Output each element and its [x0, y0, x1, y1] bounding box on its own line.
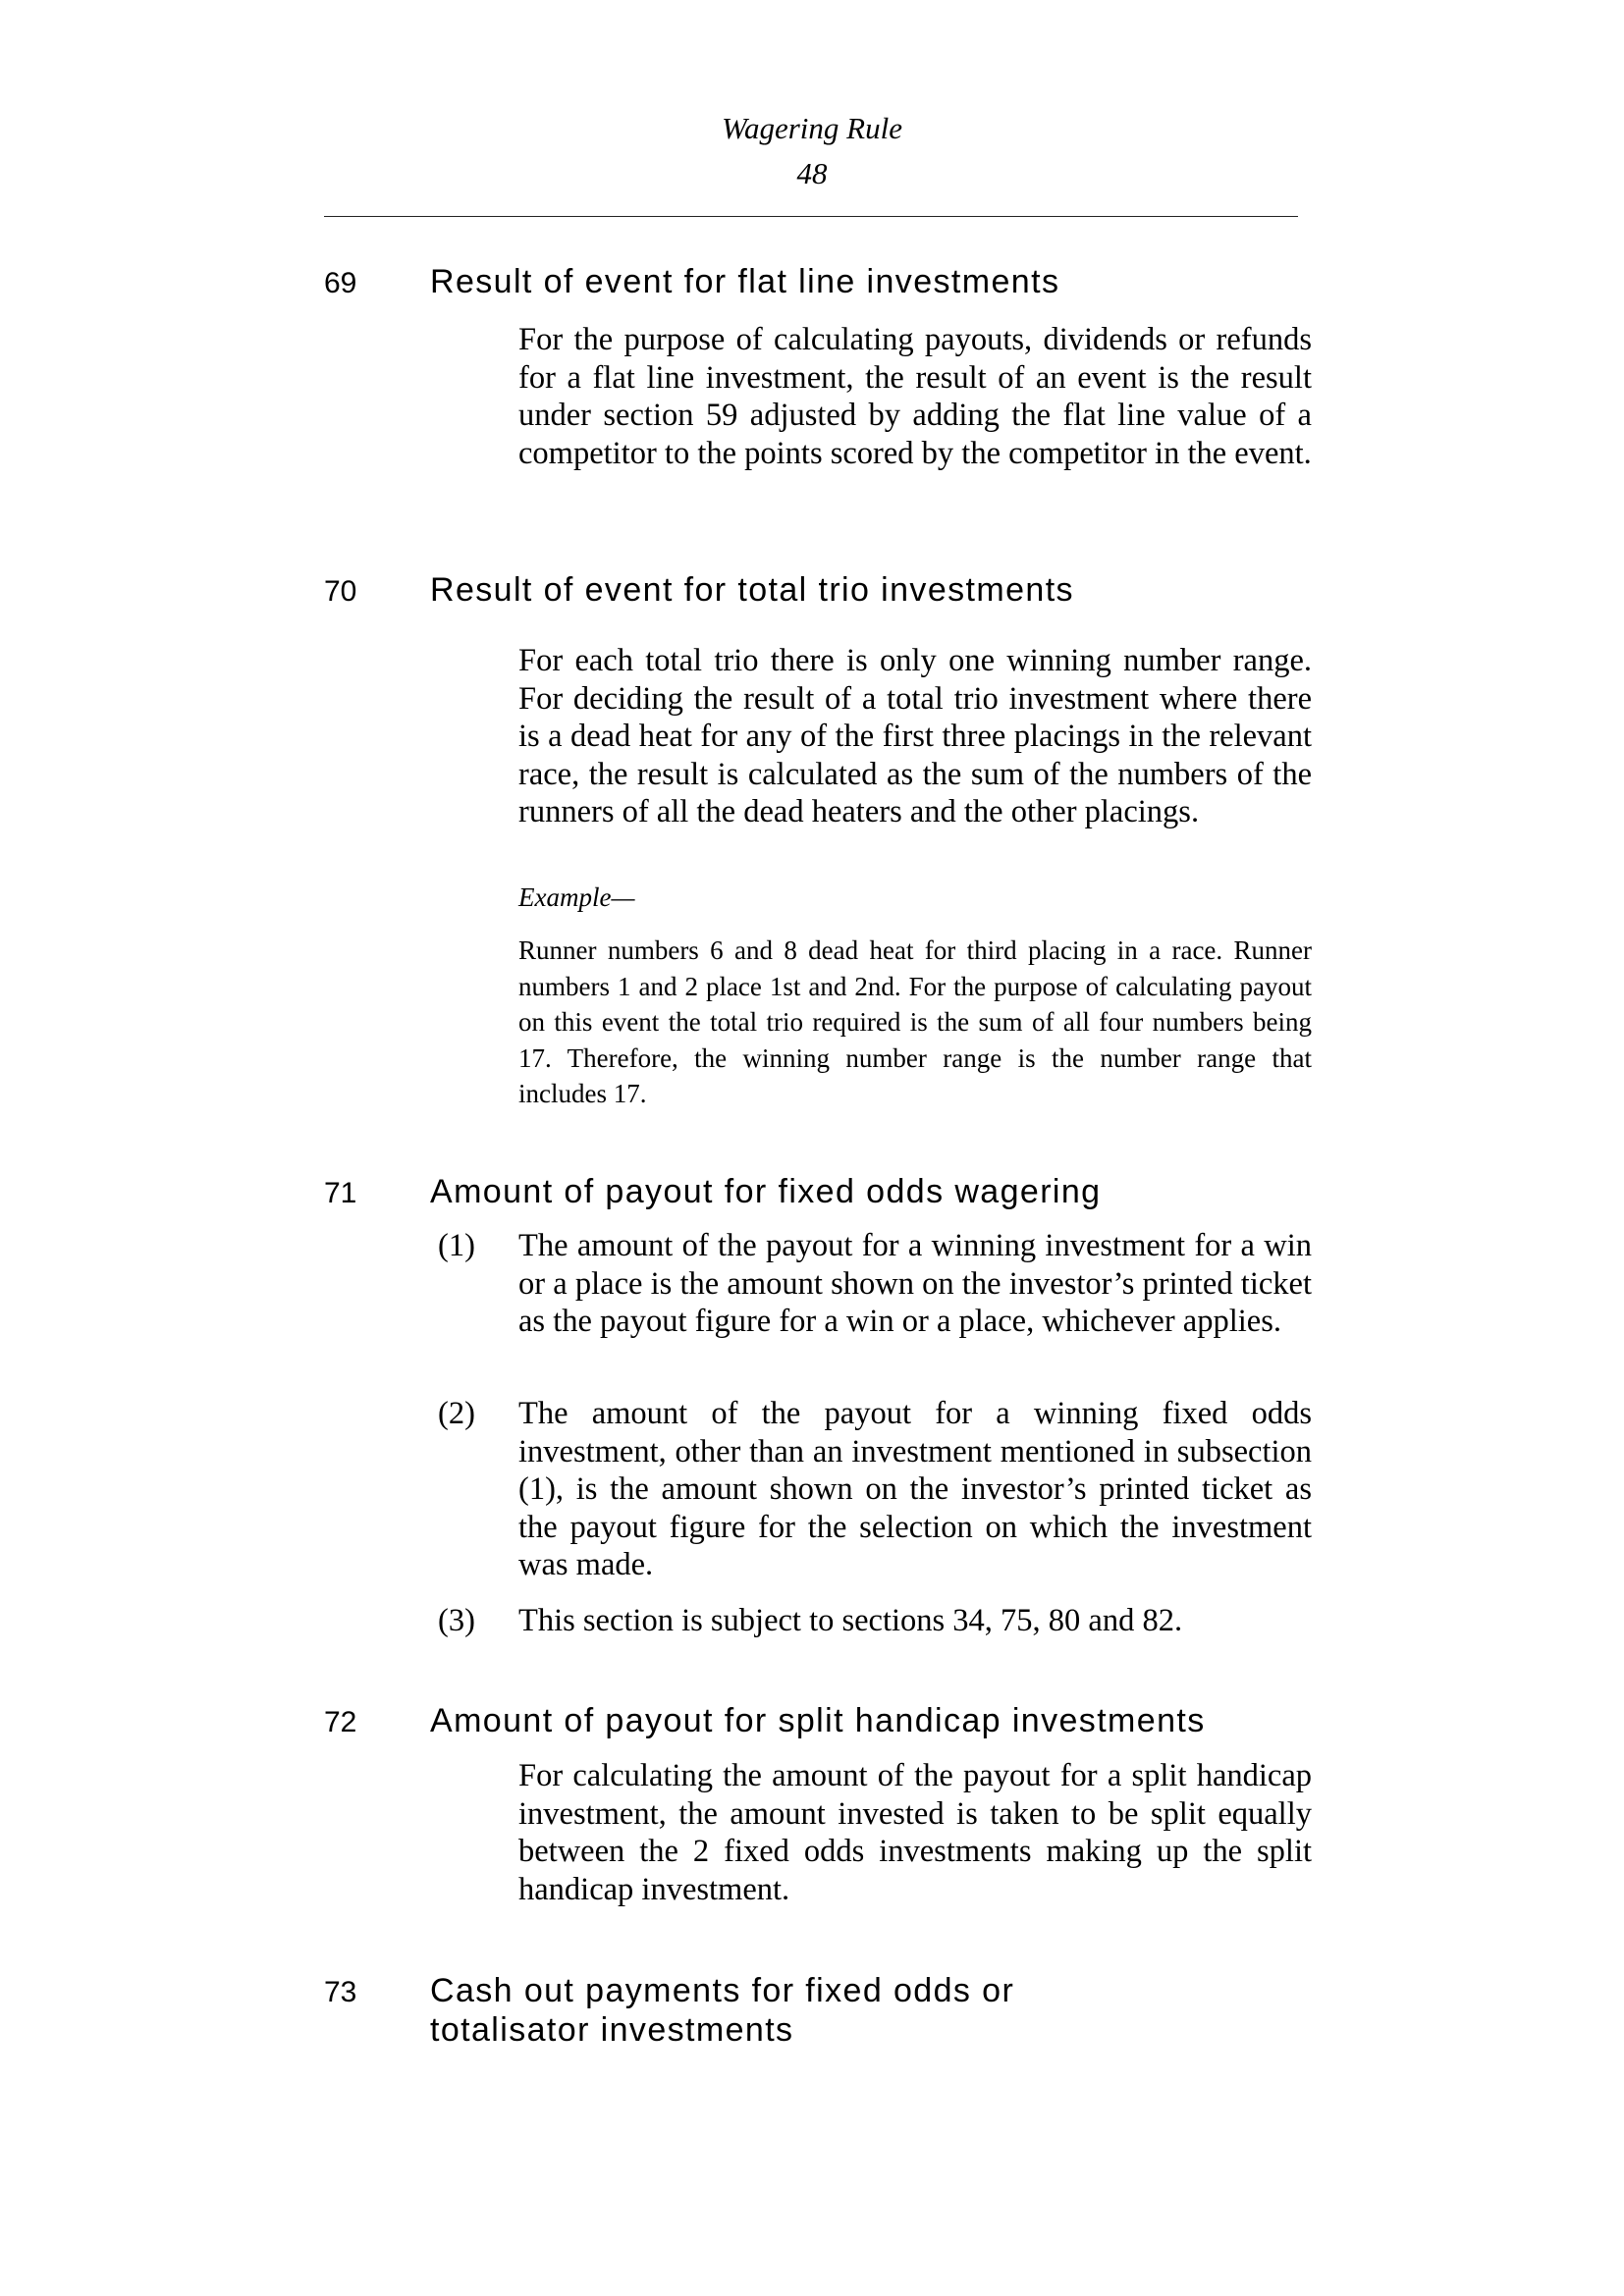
example-label: Example— — [518, 882, 635, 912]
section-heading: Amount of payout for split handicap investments — [430, 1702, 1206, 1739]
example-text: Runner numbers 6 and 8 dead heat for third placing in a race. Runner numbers 1 and 2 place 1st and 2nd. For the purpose of calculating payout on this event the total trio required is the sum of all four numbers being 17. Therefore, the winning number range is the number range that includes 17. — [518, 935, 1312, 1108]
section-heading: Cash out payments for fixed odds or totalisator investments — [430, 1972, 1015, 2049]
header-divider — [324, 216, 1298, 217]
section-number: 72 — [324, 1706, 357, 1738]
section-body: For each total trio there is only one winning number range. For deciding the result of a total trio investment where there is a dead heat for any of the first three placings in the relevant race, the result is calculated as the sum of the numbers of the runners of all the dead heaters and the other placings. — [518, 643, 1312, 829]
section-heading: Result of event for total trio investments — [430, 571, 1074, 609]
header-page-number: 48 — [796, 156, 828, 190]
section-heading: Result of event for flat line investments — [430, 263, 1060, 300]
subsection-number: (2) — [438, 1396, 475, 1431]
section-number: 73 — [324, 1976, 357, 2008]
subsection-number: (1) — [438, 1228, 475, 1263]
subsection-text: The amount of the payout for a winning fixed odds investment, other than an investment mentioned in subsection (1), is the amount shown on the investor’s printed ticket as the payout figure for the selection on which the investment was made. — [518, 1396, 1312, 1582]
section-number: 69 — [324, 267, 357, 299]
section-body: For the purpose of calculating payouts, dividends or refunds for a flat line investment, the result of an event is the result under section 59 adjusted by adding the flat line value of a competitor to the points scored by the competitor in the event. — [518, 322, 1312, 471]
running-header — [0, 106, 1624, 196]
section-body: For calculating the amount of the payout for a split handicap investment, the amount invested is taken to be split equally between the 2 fixed odds investments making up the split handicap investment. — [518, 1758, 1312, 1907]
section-heading: Amount of payout for fixed odds wagering — [430, 1173, 1102, 1210]
header-title: Wagering Rule — [722, 111, 902, 145]
subsection-text: The amount of the payout for a winning investment for a win or a place is the amount shown on the investor’s printed ticket as the payout figure for a win or a place, whichever applies. — [518, 1228, 1312, 1339]
section-number: 71 — [324, 1177, 357, 1209]
subsection-text: This section is subject to sections 34, 75, 80 and 82. — [518, 1603, 1183, 1638]
subsection-number: (3) — [438, 1603, 475, 1638]
section-number: 70 — [324, 575, 357, 608]
